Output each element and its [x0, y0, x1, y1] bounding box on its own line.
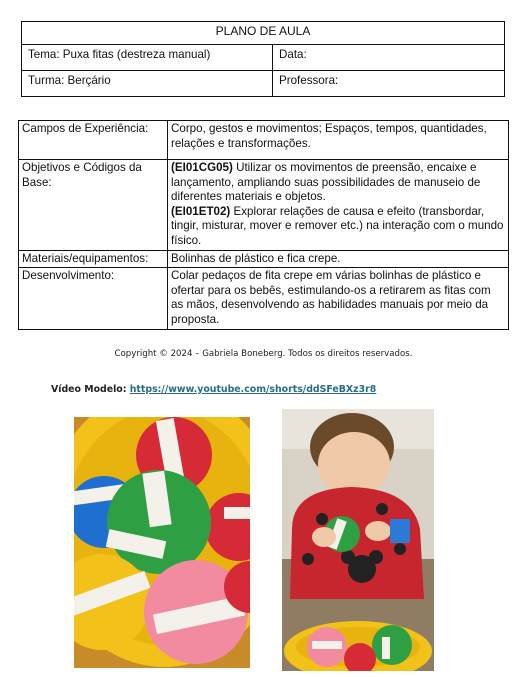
- video-label: Vídeo Modelo:: [51, 384, 130, 395]
- child-photo: [282, 409, 434, 671]
- code-ei01cg05: (EI01CG05): [171, 161, 233, 174]
- tema-cell: Tema: Puxa fitas (destreza manual): [22, 45, 273, 71]
- row-content: Colar pedaços de fita crepe em várias bolinhas de plástico e ofertar para os bebês, estimulando-os a retirarem as fitas com as mãos, desenvolvendo as habilidades manuais por meio da proposta.: [168, 268, 509, 329]
- row-content: Corpo, gestos e movimentos; Espaços, tempos, quantidades, relações e transformações.: [168, 121, 509, 160]
- objective-text-1: Utilizar os movimentos de preensão, encaixe e lançamento, ampliando suas possibilidades de manuseio de diferentes materiais e objetos.: [171, 161, 481, 204]
- table-row: [19, 268, 509, 329]
- row-label: Campos de Experiência:: [19, 121, 168, 160]
- copyright-text: Copyright © 2024 – Gabriela Boneberg. Todos os direitos reservados.: [114, 349, 413, 359]
- row-label: Desenvolvimento:: [19, 268, 168, 329]
- professora-cell: Professora:: [273, 71, 505, 97]
- table-row: [19, 250, 509, 268]
- header-table: [21, 21, 505, 97]
- table-row: [19, 160, 509, 251]
- video-link[interactable]: https://www.youtube.com/shorts/ddSFeBXz3r8: [129, 384, 377, 395]
- turma-cell: Turma: Berçário: [22, 71, 273, 97]
- balls-photo: [74, 417, 250, 668]
- data-cell: Data:: [273, 45, 505, 71]
- balls-illustration: [74, 417, 250, 668]
- video-line: [51, 384, 376, 395]
- row-content: [168, 160, 509, 251]
- row-content: Bolinhas de plástico e fica crepe.: [168, 250, 509, 268]
- table-row: [19, 121, 509, 160]
- row-label: Materiais/equipamentos:: [19, 250, 168, 268]
- lesson-table: [18, 120, 509, 330]
- child-illustration: [282, 409, 434, 671]
- code-ei01et02: (EI01ET02): [171, 204, 231, 218]
- objective-text-2: Explorar relações de causa e efeito (transbordar, tingir, misturar, mover e remover etc.) na interação com o mundo físico.: [171, 204, 504, 247]
- row-label: Objetivos e Códigos da Base:: [19, 160, 168, 251]
- page-title: PLANO DE AULA: [22, 22, 505, 45]
